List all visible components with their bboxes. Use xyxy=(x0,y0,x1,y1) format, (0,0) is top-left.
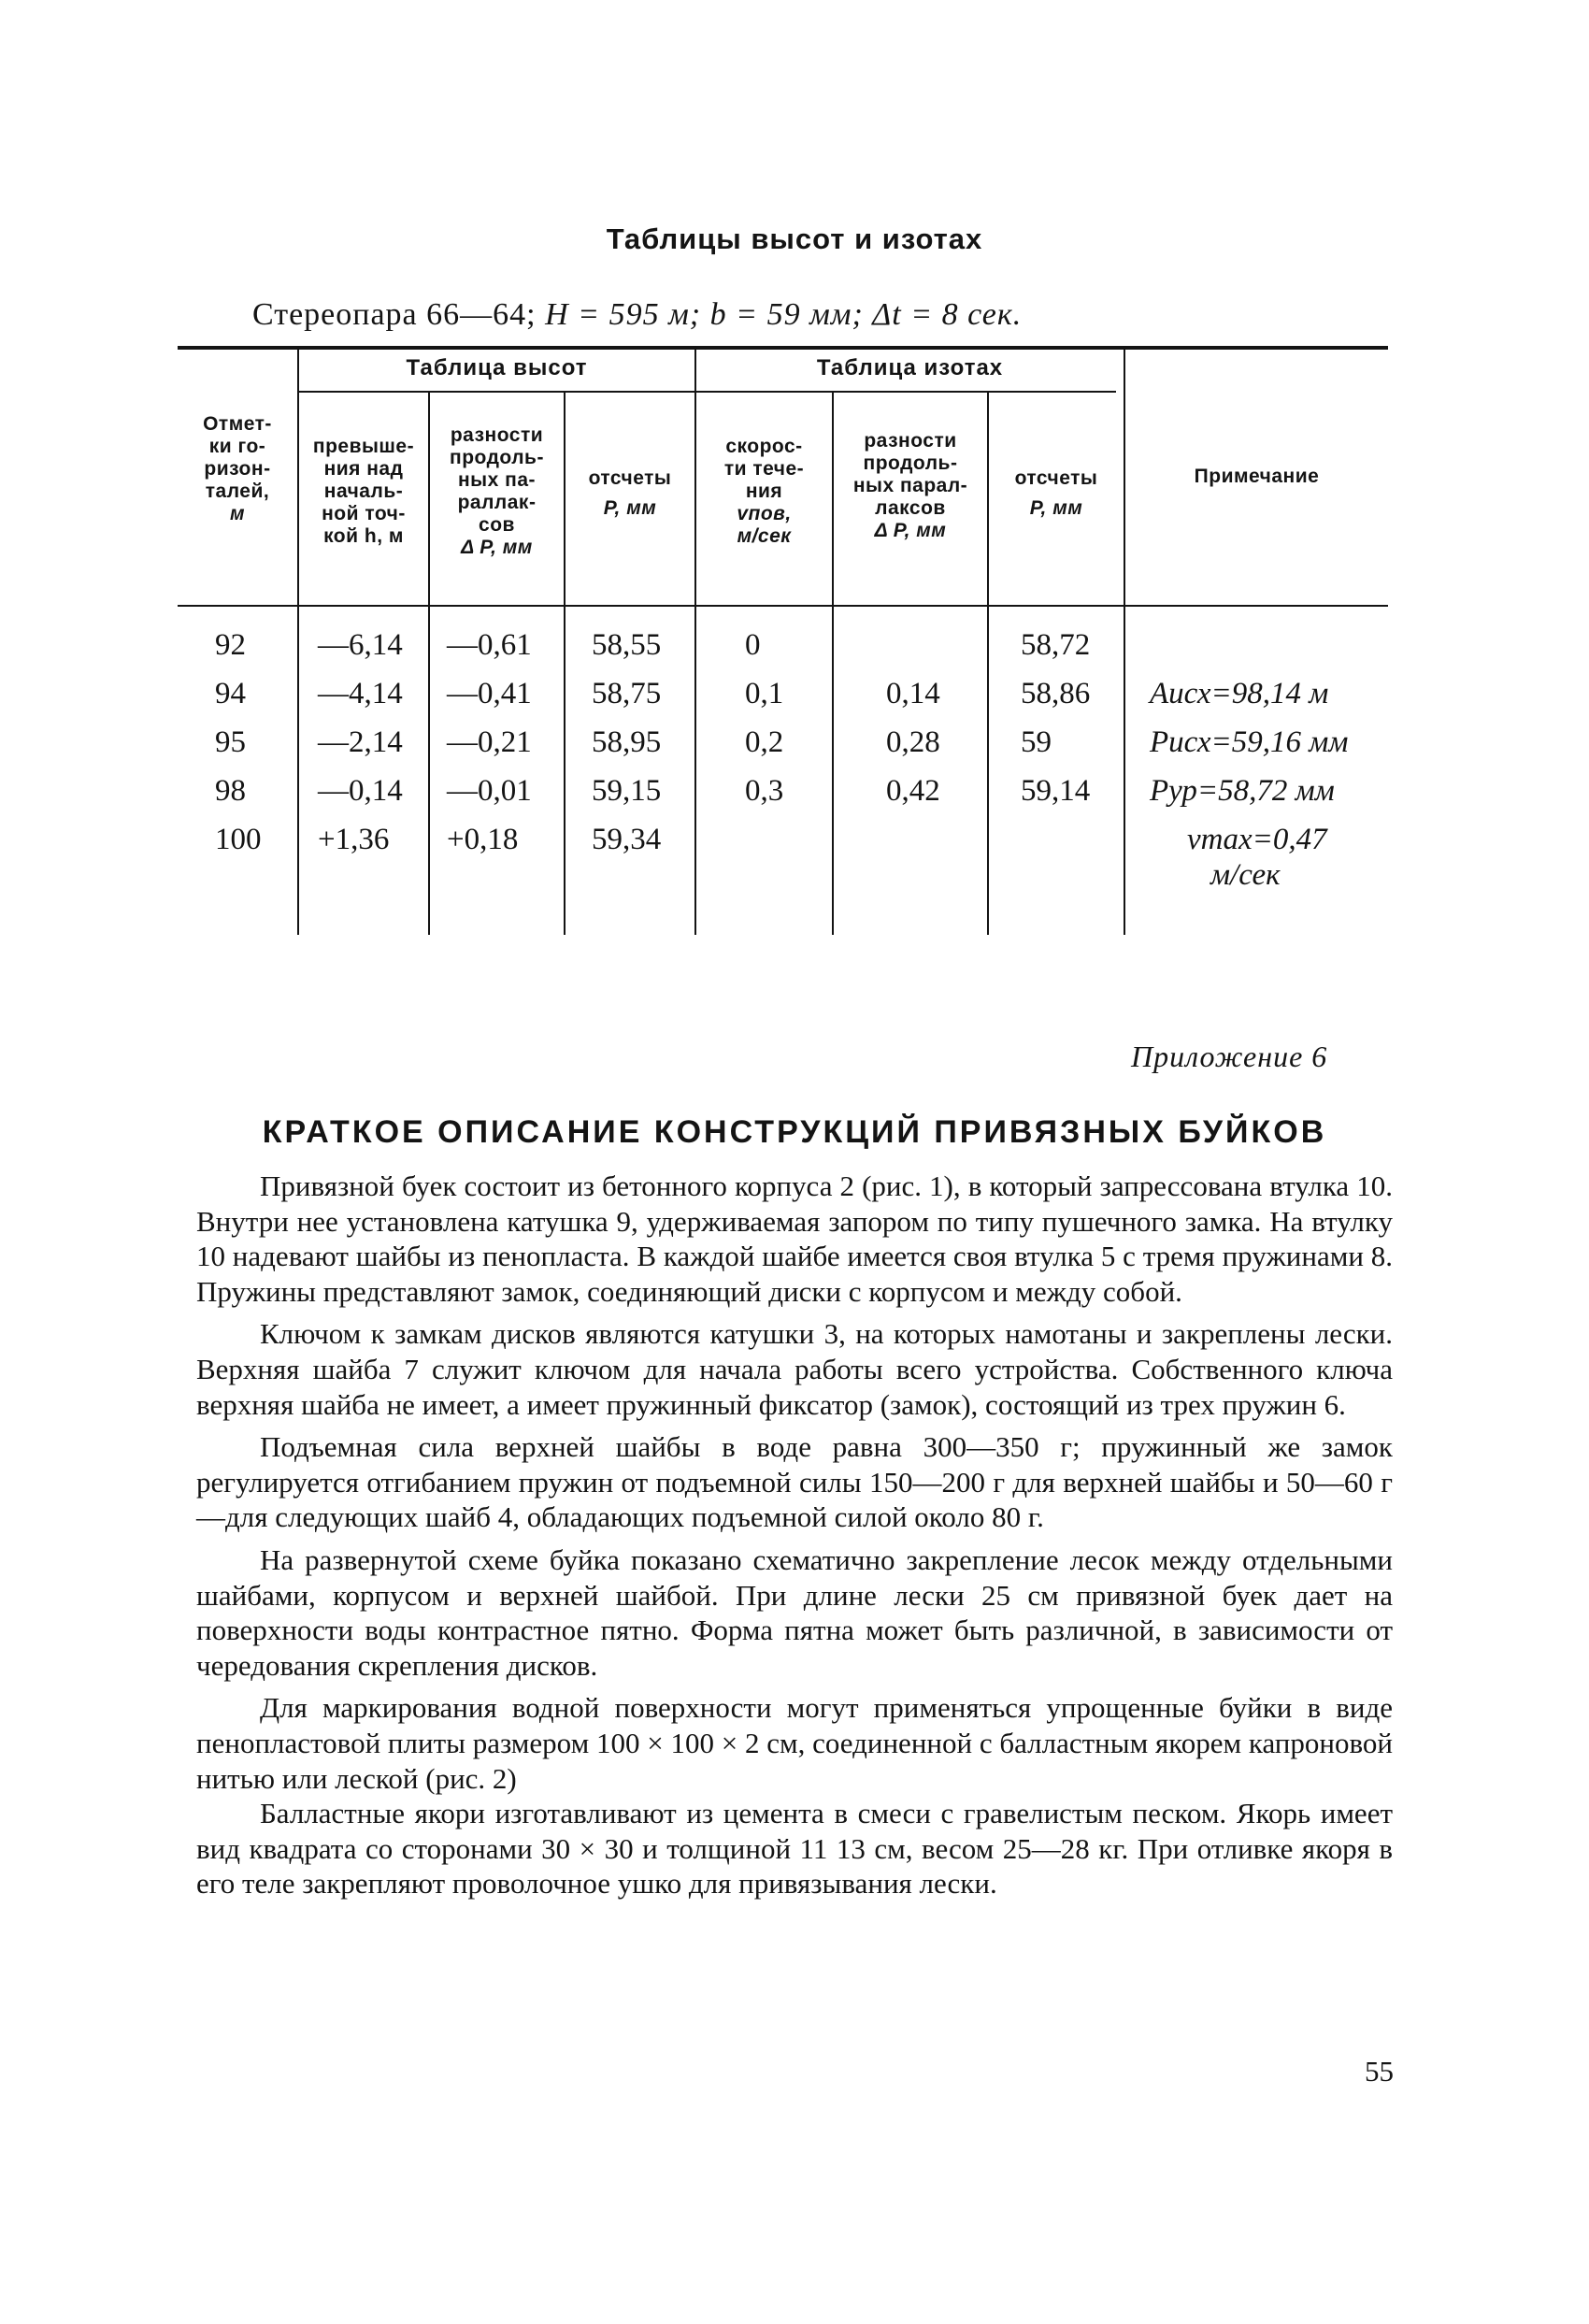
stereo-params xyxy=(252,297,1022,333)
paragraph: На развернутой схеме буйка показано схематично закрепление лесок между отдельными шайбами, корпусом и верхней шайбой. При длине лески 25 см привязной буек дает на поверхности воды контрастное пятно. Форма пятна может быть различной, в зависимости от чередования скрепления дисков. xyxy=(196,1542,1393,1682)
cell-v: 0,1 xyxy=(745,677,784,710)
header-marks-l3: ризон- xyxy=(204,458,271,480)
cell-h: —0,14 xyxy=(318,774,403,808)
appendix-label: Приложение 6 xyxy=(1131,1040,1328,1073)
cell-mark: 100 xyxy=(215,823,262,856)
cell-dp: —0,61 xyxy=(447,628,532,662)
header-speed-l2: ти тече- xyxy=(723,458,805,480)
cell-dp2: 0,14 xyxy=(886,677,940,710)
cell-p2: 58,72 xyxy=(1021,628,1091,662)
section-heading: КРАТКОЕ ОПИСАНИЕ КОНСТРУКЦИЙ ПРИВЯЗНЫХ БУЙКОВ xyxy=(262,1114,1327,1150)
cell-h: —4,14 xyxy=(318,677,403,710)
header-readings-l2: P, мм xyxy=(603,497,657,519)
header-bottom-rule xyxy=(178,605,1388,607)
group-heights-header: Таблица высот xyxy=(406,355,588,380)
params-h: H = 595 м; xyxy=(545,297,702,332)
header-readings-l1: отсчеты xyxy=(588,467,672,489)
header-marks-l5: м xyxy=(229,503,246,524)
header-excess-l4: ной точ- xyxy=(322,503,406,524)
header-speed xyxy=(696,436,832,548)
cell-p2: 59 xyxy=(1021,725,1052,759)
header-marks xyxy=(178,413,297,525)
header-parallax2-l4: лаксов xyxy=(875,497,946,519)
cell-dp: —0,21 xyxy=(447,725,532,759)
header-parallax-l3: ных па- xyxy=(458,469,536,491)
header-excess-l2: ния над xyxy=(323,458,404,480)
cell-p2: 59,14 xyxy=(1021,774,1091,808)
header-marks-l4: талей, xyxy=(205,481,270,502)
table-top-rule xyxy=(178,346,1388,350)
cell-mark: 94 xyxy=(215,677,246,710)
header-excess-l3: началь- xyxy=(323,481,404,502)
paragraph: Ключом к замкам дисков являются катушки 3, на которых намотаны и закреплены лески. Верхняя шайба 7 служит ключом для начала работы всего устройства. Собственного ключа верхняя шайба не имеет, а имеет пружинный фиксатор (замок), состоящий из трех пружин 6. xyxy=(196,1317,1393,1421)
note-a-ish: Aисх=98,14 м xyxy=(1150,677,1329,710)
header-parallax-l5: сов xyxy=(479,514,515,536)
cell-h: —6,14 xyxy=(318,628,403,662)
cell-p: 59,15 xyxy=(592,774,662,808)
header-speed-l3: ния xyxy=(745,481,783,502)
header-readings xyxy=(565,467,694,520)
header-excess-l5: кой h, м xyxy=(323,525,404,547)
note-v-max-unit: м/сек xyxy=(1210,858,1281,892)
paragraph: Подъемная сила верхней шайбы в воде равна 300—350 г; пружинный же замок регулируется отгибанием пружин от подъемной силы 150—200 г для верхней шайбы и 50—60 г—для следующих шайб 4, обладающих подъемной силой около 80 г. xyxy=(196,1430,1393,1534)
cell-p: 58,95 xyxy=(592,725,662,759)
cell-h: +1,36 xyxy=(318,823,390,856)
page-number: 55 xyxy=(1365,2055,1394,2087)
header-speed-l4: vпов, xyxy=(737,503,792,524)
header-excess xyxy=(299,436,428,548)
header-parallax2 xyxy=(834,430,987,542)
cell-p: 58,75 xyxy=(592,677,662,710)
col-rule-7 xyxy=(1124,350,1125,935)
header-readings2-l1: отсчеты xyxy=(1014,467,1098,489)
header-parallax2-l1: разности xyxy=(864,430,957,452)
header-speed-l1: скорос- xyxy=(725,436,803,457)
header-parallax-l2: продоль- xyxy=(450,447,544,468)
header-parallax-l4: раллак- xyxy=(457,492,537,513)
cell-v: 0,2 xyxy=(745,725,784,759)
cell-dp: +0,18 xyxy=(447,823,519,856)
header-readings2-l2: P, мм xyxy=(1029,497,1083,519)
header-speed-l5: м/сек xyxy=(737,525,792,547)
params-dt: Δt = 8 сек. xyxy=(872,297,1023,332)
header-parallax-l6: Δ P, мм xyxy=(461,537,533,558)
cell-v: 0,3 xyxy=(745,774,784,808)
paragraph: Для маркирования водной поверхности могут применяться упрощенные буйки в виде пенопластовой плиты размером 100 × 100 × 2 см, соединенной с балластным якорем капроновой нитью или леской (рис. 2) xyxy=(196,1691,1393,1795)
header-parallax xyxy=(430,424,564,559)
header-readings2 xyxy=(989,467,1124,520)
cell-dp: —0,01 xyxy=(447,774,532,808)
cell-p: 59,34 xyxy=(592,823,662,856)
header-note: Примечание xyxy=(1194,466,1320,487)
header-marks-l2: ки го- xyxy=(208,436,266,457)
paragraph: Привязной буек состоит из бетонного корпуса 2 (рис. 1), в который запрессована втулка 10. Внутри нее установлена катушка 9, удерживаемая запором по типу пушечного замка. На втулку 10 надевают шайбы из пенопласта. В каждой шайбе имеется своя втулка 5 с тремя пружинами 8. Пружины представляют замок, соединяющий диски с корпусом и между собой. xyxy=(196,1169,1393,1308)
cell-dp: —0,41 xyxy=(447,677,532,710)
cell-v: 0 xyxy=(745,628,761,662)
params-b: b = 59 мм; xyxy=(709,297,864,332)
body-text xyxy=(196,1169,1393,1901)
cell-mark: 92 xyxy=(215,628,246,662)
paragraph: Балластные якори изготавливают из цемента в смеси с гравелистым песком. Якорь имеет вид квадрата со сторонами 30 × 30 и толщиной 11 13 см, весом 25—28 кг. При отливке якоря в его теле закрепляют проволочное ушко для привязывания лески. xyxy=(196,1797,1393,1901)
note-p-ur: Pур=58,72 мм xyxy=(1150,774,1335,808)
note-p-ish: Pисх=59,16 мм xyxy=(1150,725,1349,759)
cell-mark: 95 xyxy=(215,725,246,759)
header-parallax2-l5: Δ P, мм xyxy=(874,520,947,541)
header-parallax-l1: разности xyxy=(450,424,544,446)
cell-p: 58,55 xyxy=(592,628,662,662)
params-prefix: Стереопара 66—64; xyxy=(252,297,537,332)
table-title: Таблицы высот и изотах xyxy=(606,222,983,255)
cell-dp2: 0,28 xyxy=(886,725,940,759)
header-parallax2-l2: продоль- xyxy=(863,452,958,474)
group-rule-isotachs xyxy=(703,391,1116,393)
note-v-max: vmax=0,47 xyxy=(1187,823,1327,856)
heights-isotachs-table xyxy=(178,346,1388,944)
cell-mark: 98 xyxy=(215,774,246,808)
header-excess-l1: превыше- xyxy=(312,436,415,457)
group-isotachs-header: Таблица изотах xyxy=(816,355,1004,380)
header-parallax2-l3: ных парал- xyxy=(852,475,968,496)
cell-p2: 58,86 xyxy=(1021,677,1091,710)
cell-h: —2,14 xyxy=(318,725,403,759)
header-marks-l1: Отмет- xyxy=(203,413,272,435)
cell-dp2: 0,42 xyxy=(886,774,940,808)
